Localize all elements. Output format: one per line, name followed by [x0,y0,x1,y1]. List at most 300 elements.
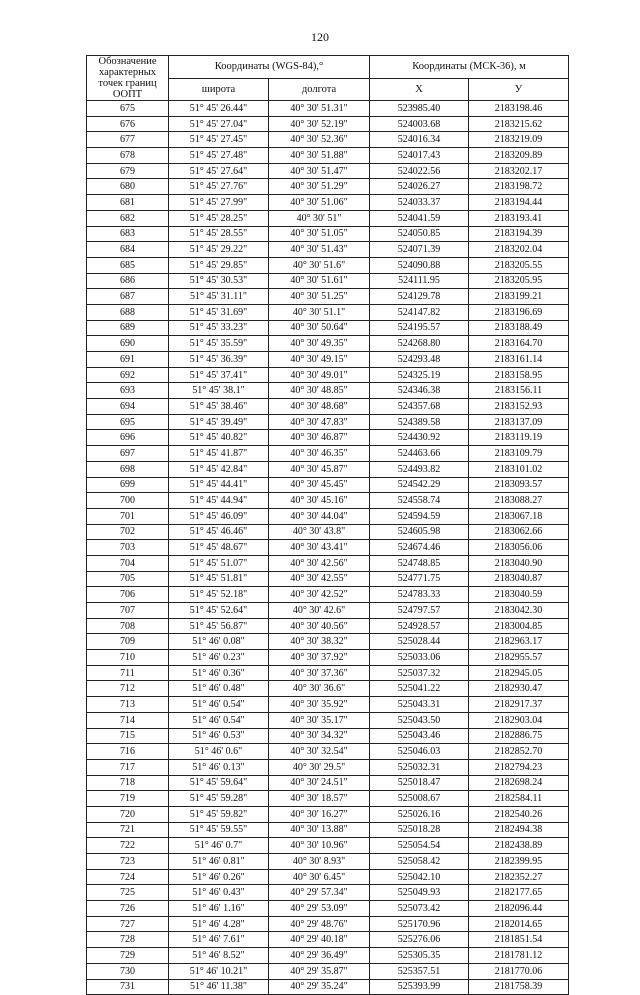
page-number: 120 [311,30,329,44]
point-number-cell: 678 [87,148,169,164]
x-coordinate-cell: 525073.42 [370,901,469,917]
table-row [87,728,569,744]
x-coordinate-cell: 524016.34 [370,132,469,148]
latitude-cell: 51° 46' 0.48" [169,681,269,697]
point-number-cell: 724 [87,869,169,885]
x-coordinate-cell: 524748.85 [370,555,469,571]
table-row [87,869,569,885]
y-coordinate-cell: 2182540.26 [469,806,569,822]
point-number-cell: 726 [87,901,169,917]
y-coordinate-cell: 2183202.17 [469,163,569,179]
latitude-cell: 51° 45' 41.87" [169,446,269,462]
y-coordinate-cell: 2183194.44 [469,195,569,211]
longitude-cell: 40° 30' 51.31" [269,101,370,117]
y-coordinate-cell: 2183202.04 [469,242,569,258]
longitude-cell: 40° 30' 47.83" [269,414,370,430]
x-coordinate-cell: 525357.51 [370,963,469,979]
longitude-cell: 40° 30' 49.15" [269,352,370,368]
longitude-cell: 40° 30' 51.6" [269,257,370,273]
point-number-cell: 714 [87,712,169,728]
table-row [87,697,569,713]
y-coordinate-cell: 2183164.70 [469,336,569,352]
point-number-cell: 730 [87,963,169,979]
latitude-cell: 51° 45' 27.45" [169,132,269,148]
latitude-cell: 51° 46' 4.28" [169,916,269,932]
latitude-cell: 51° 45' 26.44" [169,101,269,117]
point-number-cell: 688 [87,304,169,320]
latitude-cell: 51° 45' 35.59" [169,336,269,352]
y-coordinate-cell: 2183194.39 [469,226,569,242]
longitude-cell: 40° 30' 51.47" [269,163,370,179]
longitude-cell: 40° 30' 24.51" [269,775,370,791]
latitude-cell: 51° 46' 10.21" [169,963,269,979]
y-coordinate-cell: 2183219.09 [469,132,569,148]
x-coordinate-cell: 524783.33 [370,587,469,603]
longitude-cell: 40° 30' 51.61" [269,273,370,289]
point-number-cell: 707 [87,603,169,619]
y-coordinate-cell: 2183088.27 [469,493,569,509]
table-row [87,289,569,305]
latitude-cell: 51° 45' 28.55" [169,226,269,242]
x-coordinate-cell: 525276.06 [370,932,469,948]
y-coordinate-cell: 2182963.17 [469,634,569,650]
x-coordinate-cell: 524463.66 [370,446,469,462]
point-number-cell: 711 [87,665,169,681]
x-coordinate-cell: 524050.85 [370,226,469,242]
latitude-cell: 51° 45' 52.18" [169,587,269,603]
point-number-cell: 706 [87,587,169,603]
x-coordinate-cell: 524797.57 [370,603,469,619]
point-number-cell: 696 [87,430,169,446]
x-coordinate-cell: 524389.58 [370,414,469,430]
y-coordinate-cell: 2183067.18 [469,508,569,524]
longitude-cell: 40° 30' 6.45" [269,869,370,885]
longitude-cell: 40° 30' 40.56" [269,618,370,634]
table-row [87,618,569,634]
table-row [87,257,569,273]
point-number-cell: 704 [87,555,169,571]
x-coordinate-cell: 524147.82 [370,304,469,320]
table-row [87,226,569,242]
table-row [87,446,569,462]
y-coordinate-cell: 2183196.69 [469,304,569,320]
latitude-cell: 51° 45' 27.64" [169,163,269,179]
y-coordinate-cell: 2183188.49 [469,320,569,336]
table-row [87,540,569,556]
y-coordinate-cell: 2183215.62 [469,116,569,132]
y-coordinate-cell: 2183152.93 [469,399,569,415]
latitude-cell: 51° 45' 44.41" [169,477,269,493]
point-number-cell: 725 [87,885,169,901]
longitude-cell: 40° 30' 52.19" [269,116,370,132]
table-row [87,461,569,477]
table-row [87,148,569,164]
latitude-cell: 51° 45' 27.48" [169,148,269,164]
point-number-cell: 685 [87,257,169,273]
point-number-cell: 675 [87,101,169,117]
x-coordinate-cell: 525043.46 [370,728,469,744]
y-coordinate-cell: 2183093.57 [469,477,569,493]
point-number-cell: 721 [87,822,169,838]
y-coordinate-cell: 2182955.57 [469,650,569,666]
latitude-cell: 51° 45' 38.46" [169,399,269,415]
table-row [87,163,569,179]
table-row [87,681,569,697]
x-coordinate-cell: 524041.59 [370,210,469,226]
table-row [87,116,569,132]
table-row [87,775,569,791]
y-coordinate-cell: 2182903.04 [469,712,569,728]
x-coordinate-cell: 525032.31 [370,759,469,775]
longitude-cell: 40° 30' 32.54" [269,744,370,760]
longitude-cell: 40° 30' 8.93" [269,854,370,870]
latitude-cell: 51° 46' 1.16" [169,901,269,917]
point-number-cell: 692 [87,367,169,383]
table-row [87,948,569,964]
longitude-cell: 40° 30' 51.1" [269,304,370,320]
latitude-cell: 51° 45' 48.67" [169,540,269,556]
table-row [87,493,569,509]
point-number-cell: 681 [87,195,169,211]
latitude-cell: 51° 45' 29.22" [169,242,269,258]
point-number-cell: 695 [87,414,169,430]
y-coordinate-cell: 2183198.46 [469,101,569,117]
y-coordinate-cell: 2182096.44 [469,901,569,917]
x-coordinate-cell: 525043.31 [370,697,469,713]
latitude-cell: 51° 45' 59.28" [169,791,269,807]
x-coordinate-cell: 524111.95 [370,273,469,289]
table-row [87,650,569,666]
point-number-cell: 687 [87,289,169,305]
latitude-cell: 51° 46' 0.23" [169,650,269,666]
header-wgs84: Координаты (WGS-84),° [169,56,370,79]
latitude-cell: 51° 45' 39.49" [169,414,269,430]
latitude-cell: 51° 45' 56.87" [169,618,269,634]
longitude-cell: 40° 30' 51.05" [269,226,370,242]
latitude-cell: 51° 45' 59.82" [169,806,269,822]
y-coordinate-cell: 2183040.87 [469,571,569,587]
latitude-cell: 51° 45' 31.69" [169,304,269,320]
y-coordinate-cell: 2183004.85 [469,618,569,634]
latitude-cell: 51° 45' 46.46" [169,524,269,540]
point-number-cell: 703 [87,540,169,556]
header-y: У [469,78,569,101]
point-number-cell: 679 [87,163,169,179]
latitude-cell: 51° 45' 44.94" [169,493,269,509]
latitude-cell: 51° 45' 40.82" [169,430,269,446]
x-coordinate-cell: 525018.28 [370,822,469,838]
point-number-cell: 682 [87,210,169,226]
latitude-cell: 51° 45' 31.11" [169,289,269,305]
longitude-cell: 40° 30' 35.92" [269,697,370,713]
latitude-cell: 51° 46' 0.26" [169,869,269,885]
y-coordinate-cell: 2181758.39 [469,979,569,995]
x-coordinate-cell: 525018.47 [370,775,469,791]
y-coordinate-cell: 2182852.70 [469,744,569,760]
y-coordinate-cell: 2182438.89 [469,838,569,854]
table-row [87,759,569,775]
point-number-cell: 709 [87,634,169,650]
latitude-cell: 51° 46' 0.53" [169,728,269,744]
y-coordinate-cell: 2183209.89 [469,148,569,164]
longitude-cell: 40° 30' 43.41" [269,540,370,556]
point-number-cell: 694 [87,399,169,415]
table-row [87,885,569,901]
table-row [87,367,569,383]
latitude-cell: 51° 45' 59.55" [169,822,269,838]
x-coordinate-cell: 525043.50 [370,712,469,728]
point-number-cell: 708 [87,618,169,634]
x-coordinate-cell: 524022.56 [370,163,469,179]
x-coordinate-cell: 524674.46 [370,540,469,556]
point-number-cell: 690 [87,336,169,352]
longitude-cell: 40° 29' 40.18" [269,932,370,948]
y-coordinate-cell: 2182945.05 [469,665,569,681]
header-latitude: широта [169,78,269,101]
longitude-cell: 40° 29' 35.87" [269,963,370,979]
coordinates-table [86,55,569,995]
point-number-cell: 715 [87,728,169,744]
table-row [87,352,569,368]
x-coordinate-cell: 524026.27 [370,179,469,195]
point-number-cell: 718 [87,775,169,791]
y-coordinate-cell: 2183205.95 [469,273,569,289]
point-number-cell: 676 [87,116,169,132]
x-coordinate-cell: 523985.40 [370,101,469,117]
y-coordinate-cell: 2182794.23 [469,759,569,775]
point-number-cell: 699 [87,477,169,493]
longitude-cell: 40° 30' 35.17" [269,712,370,728]
longitude-cell: 40° 30' 49.35" [269,336,370,352]
longitude-cell: 40° 30' 46.87" [269,430,370,446]
longitude-cell: 40° 30' 38.32" [269,634,370,650]
longitude-cell: 40° 30' 51" [269,210,370,226]
point-number-cell: 686 [87,273,169,289]
y-coordinate-cell: 2182886.75 [469,728,569,744]
table-row [87,603,569,619]
latitude-cell: 51° 45' 36.39" [169,352,269,368]
y-coordinate-cell: 2183137.09 [469,414,569,430]
latitude-cell: 51° 46' 0.81" [169,854,269,870]
x-coordinate-cell: 524594.59 [370,508,469,524]
x-coordinate-cell: 524129.78 [370,289,469,305]
x-coordinate-cell: 524293.48 [370,352,469,368]
latitude-cell: 51° 46' 0.43" [169,885,269,901]
x-coordinate-cell: 524430.92 [370,430,469,446]
x-coordinate-cell: 525054.54 [370,838,469,854]
x-coordinate-cell: 525049.93 [370,885,469,901]
y-coordinate-cell: 2182494.38 [469,822,569,838]
y-coordinate-cell: 2183040.59 [469,587,569,603]
point-number-cell: 723 [87,854,169,870]
longitude-cell: 40° 30' 37.92" [269,650,370,666]
table-row [87,383,569,399]
x-coordinate-cell: 525305.35 [370,948,469,964]
table-row [87,336,569,352]
point-number-cell: 683 [87,226,169,242]
longitude-cell: 40° 30' 51.88" [269,148,370,164]
y-coordinate-cell: 2183161.14 [469,352,569,368]
table-row [87,854,569,870]
longitude-cell: 40° 30' 42.56" [269,555,370,571]
y-coordinate-cell: 2183205.55 [469,257,569,273]
latitude-cell: 51° 45' 33.23" [169,320,269,336]
latitude-cell: 51° 45' 52.64" [169,603,269,619]
table-row [87,822,569,838]
table-row [87,791,569,807]
y-coordinate-cell: 2183062.66 [469,524,569,540]
table-row [87,477,569,493]
latitude-cell: 51° 46' 0.13" [169,759,269,775]
y-coordinate-cell: 2183101.02 [469,461,569,477]
point-number-cell: 717 [87,759,169,775]
longitude-cell: 40° 30' 43.8" [269,524,370,540]
x-coordinate-cell: 525028.44 [370,634,469,650]
point-number-cell: 701 [87,508,169,524]
longitude-cell: 40° 30' 10.96" [269,838,370,854]
longitude-cell: 40° 30' 42.52" [269,587,370,603]
longitude-cell: 40° 30' 37.36" [269,665,370,681]
point-number-cell: 684 [87,242,169,258]
latitude-cell: 51° 45' 51.81" [169,571,269,587]
y-coordinate-cell: 2183158.95 [469,367,569,383]
point-number-cell: 729 [87,948,169,964]
table-row [87,242,569,258]
latitude-cell: 51° 45' 46.09" [169,508,269,524]
longitude-cell: 40° 30' 45.16" [269,493,370,509]
latitude-cell: 51° 46' 0.54" [169,697,269,713]
point-number-cell: 713 [87,697,169,713]
longitude-cell: 40° 30' 16.27" [269,806,370,822]
longitude-cell: 40° 30' 42.6" [269,603,370,619]
x-coordinate-cell: 524325.19 [370,367,469,383]
table-row [87,932,569,948]
table-row [87,101,569,117]
longitude-cell: 40° 30' 51.06" [269,195,370,211]
longitude-cell: 40° 30' 50.64" [269,320,370,336]
latitude-cell: 51° 46' 0.36" [169,665,269,681]
header-x: X [370,78,469,101]
y-coordinate-cell: 2181781.12 [469,948,569,964]
latitude-cell: 51° 45' 29.85" [169,257,269,273]
point-number-cell: 700 [87,493,169,509]
latitude-cell: 51° 46' 11.38" [169,979,269,995]
table-row [87,320,569,336]
table-row [87,524,569,540]
longitude-cell: 40° 30' 51.43" [269,242,370,258]
point-number-cell: 727 [87,916,169,932]
latitude-cell: 51° 45' 37.41" [169,367,269,383]
x-coordinate-cell: 524357.68 [370,399,469,415]
x-coordinate-cell: 525170.96 [370,916,469,932]
y-coordinate-cell: 2183056.06 [469,540,569,556]
x-coordinate-cell: 524195.57 [370,320,469,336]
longitude-cell: 40° 29' 57.34" [269,885,370,901]
table-row [87,979,569,995]
longitude-cell: 40° 29' 53.09" [269,901,370,917]
longitude-cell: 40° 30' 44.04" [269,508,370,524]
longitude-cell: 40° 30' 46.35" [269,446,370,462]
y-coordinate-cell: 2183199.21 [469,289,569,305]
y-coordinate-cell: 2182399.95 [469,854,569,870]
y-coordinate-cell: 2181770.06 [469,963,569,979]
table-row [87,430,569,446]
y-coordinate-cell: 2182917.37 [469,697,569,713]
table-row [87,414,569,430]
latitude-cell: 51° 45' 42.84" [169,461,269,477]
x-coordinate-cell: 525033.06 [370,650,469,666]
x-coordinate-cell: 525037.32 [370,665,469,681]
y-coordinate-cell: 2183119.19 [469,430,569,446]
longitude-cell: 40° 30' 45.45" [269,477,370,493]
x-coordinate-cell: 525026.16 [370,806,469,822]
point-number-cell: 697 [87,446,169,462]
latitude-cell: 51° 45' 51.07" [169,555,269,571]
table-row [87,273,569,289]
x-coordinate-cell: 525041.22 [370,681,469,697]
table-row [87,634,569,650]
point-number-cell: 677 [87,132,169,148]
x-coordinate-cell: 524605.98 [370,524,469,540]
x-coordinate-cell: 524928.57 [370,618,469,634]
point-number-cell: 712 [87,681,169,697]
y-coordinate-cell: 2181851.54 [469,932,569,948]
x-coordinate-cell: 524558.74 [370,493,469,509]
longitude-cell: 40° 29' 36.49" [269,948,370,964]
y-coordinate-cell: 2182698.24 [469,775,569,791]
latitude-cell: 51° 46' 0.54" [169,712,269,728]
latitude-cell: 51° 46' 7.61" [169,932,269,948]
longitude-cell: 40° 29' 48.76" [269,916,370,932]
latitude-cell: 51° 45' 30.53" [169,273,269,289]
point-number-cell: 722 [87,838,169,854]
point-number-cell: 710 [87,650,169,666]
longitude-cell: 40° 30' 49.01" [269,367,370,383]
table-row [87,210,569,226]
y-coordinate-cell: 2182930.47 [469,681,569,697]
longitude-cell: 40° 30' 34.32" [269,728,370,744]
table-row [87,132,569,148]
latitude-cell: 51° 46' 8.52" [169,948,269,964]
longitude-cell: 40° 30' 48.85" [269,383,370,399]
table-row [87,399,569,415]
x-coordinate-cell: 524017.43 [370,148,469,164]
longitude-cell: 40° 30' 51.25" [269,289,370,305]
point-number-cell: 691 [87,352,169,368]
latitude-cell: 51° 46' 0.7" [169,838,269,854]
point-number-cell: 731 [87,979,169,995]
latitude-cell: 51° 45' 27.76" [169,179,269,195]
point-number-cell: 728 [87,932,169,948]
point-number-cell: 719 [87,791,169,807]
x-coordinate-cell: 525393.99 [370,979,469,995]
y-coordinate-cell: 2183109.79 [469,446,569,462]
longitude-cell: 40° 30' 48.68" [269,399,370,415]
x-coordinate-cell: 524542.29 [370,477,469,493]
table-row [87,304,569,320]
y-coordinate-cell: 2183156.11 [469,383,569,399]
longitude-cell: 40° 30' 29.5" [269,759,370,775]
y-coordinate-cell: 2183042.30 [469,603,569,619]
table-row [87,179,569,195]
longitude-cell: 40° 29' 35.24" [269,979,370,995]
point-number-cell: 698 [87,461,169,477]
longitude-cell: 40° 30' 13.88" [269,822,370,838]
y-coordinate-cell: 2182014.65 [469,916,569,932]
point-number-cell: 702 [87,524,169,540]
latitude-cell: 51° 45' 38.1" [169,383,269,399]
x-coordinate-cell: 525008.67 [370,791,469,807]
